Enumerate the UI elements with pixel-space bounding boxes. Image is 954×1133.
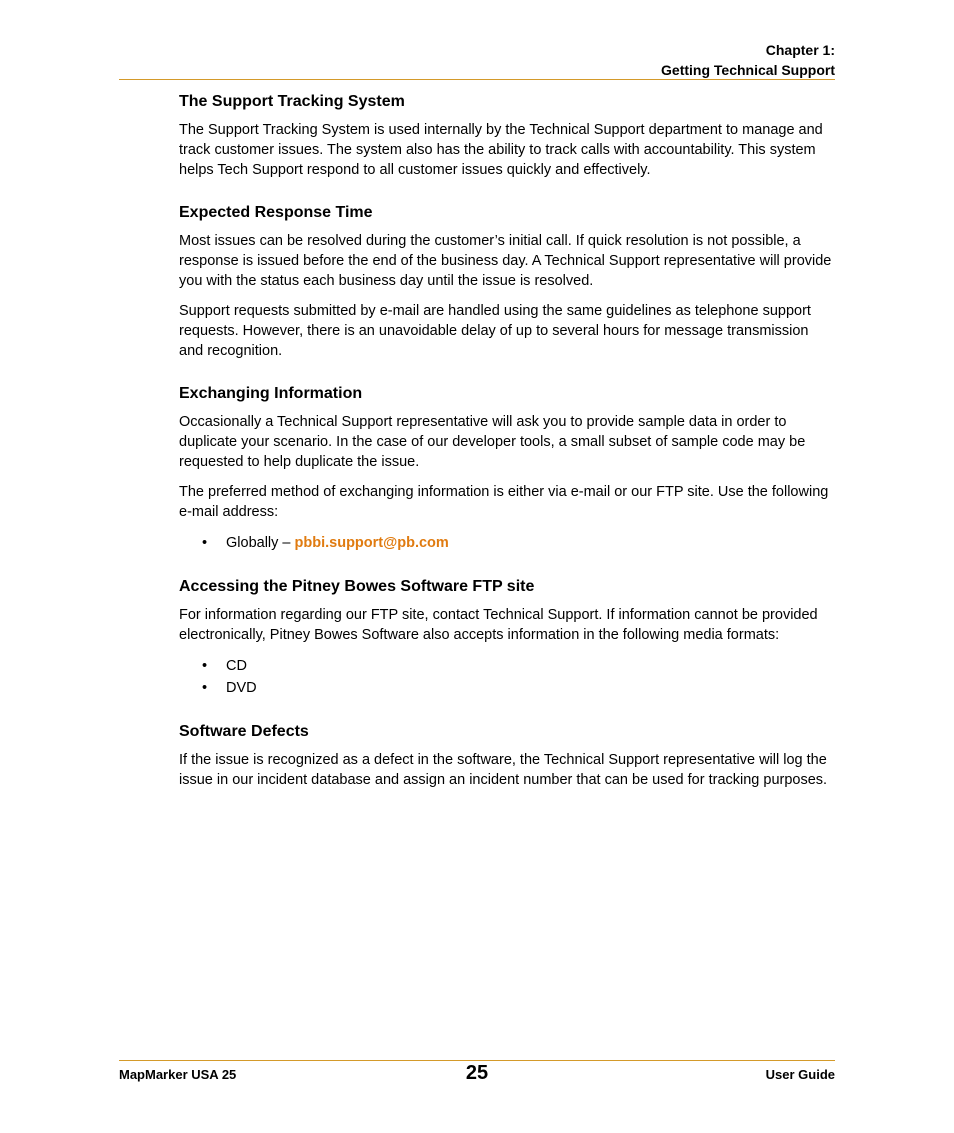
email-label: Globally – <box>226 535 295 551</box>
support-email-link[interactable]: pbbi.support@pb.com <box>294 535 449 551</box>
header-rule <box>119 79 835 80</box>
bullet-icon: • <box>202 658 208 674</box>
exchanging-paragraph-1: Occasionally a Technical Support representative will ask you to provide sample data in order to duplicate your scenario. In the case of our developer tools, a small subset of sample code may be requested to help duplicate the issue. <box>179 414 806 470</box>
running-header <box>119 40 835 80</box>
list-item <box>179 532 835 554</box>
section-heading-exchanging: Exchanging Information <box>179 385 363 402</box>
bullet-icon: • <box>202 535 208 551</box>
email-list <box>179 532 835 554</box>
section-heading-defects: Software Defects <box>179 723 309 740</box>
page-body <box>179 91 835 800</box>
section-heading-ftp: Accessing the Pitney Bowes Software FTP site <box>179 578 535 595</box>
media-format-dvd: DVD <box>226 680 257 696</box>
tracking-paragraph: The Support Tracking System is used internally by the Technical Support department to manage and track customer issues. The system also has the ability to track calls with accountability. This system helps Tech Support respond to all customer issues quickly and effectively. <box>179 122 823 178</box>
media-format-cd: CD <box>226 658 247 674</box>
chapter-label: Chapter 1: <box>765 42 835 58</box>
section-heading-tracking: The Support Tracking System <box>179 93 405 110</box>
ftp-paragraph: For information regarding our FTP site, contact Technical Support. If information cannot be provided electronically, Pitney Bowes Software also accepts information in the following media formats: <box>179 607 818 643</box>
list-item <box>179 677 835 699</box>
page-number: 25 <box>465 1062 489 1084</box>
response-paragraph-2: Support requests submitted by e-mail are handled using the same guidelines as telephone support requests. However, there is an unavoidable delay of up to several hours for message transmission and recognition. <box>179 303 811 359</box>
defects-paragraph: If the issue is recognized as a defect in the software, the Technical Support representative will log the issue in our incident database and assign an incident number that can be used for tracking purposes. <box>179 752 828 788</box>
exchanging-paragraph-2: The preferred method of exchanging information is either via e-mail or our FTP site. Use the following e-mail address: <box>179 484 829 520</box>
footer-guide: User Guide <box>765 1067 835 1082</box>
bullet-icon: • <box>202 680 208 696</box>
media-format-list <box>179 655 835 699</box>
section-heading-response: Expected Response Time <box>179 204 373 221</box>
footer-product: MapMarker USA 25 <box>119 1067 237 1082</box>
chapter-title: Getting Technical Support <box>661 62 835 78</box>
list-item <box>179 655 835 677</box>
response-paragraph-1: Most issues can be resolved during the customer’s initial call. If quick resolution is not possible, a response is issued before the end of the business day. A Technical Support representative will provide you with the status each business day until the issue is resolved. <box>179 233 832 289</box>
